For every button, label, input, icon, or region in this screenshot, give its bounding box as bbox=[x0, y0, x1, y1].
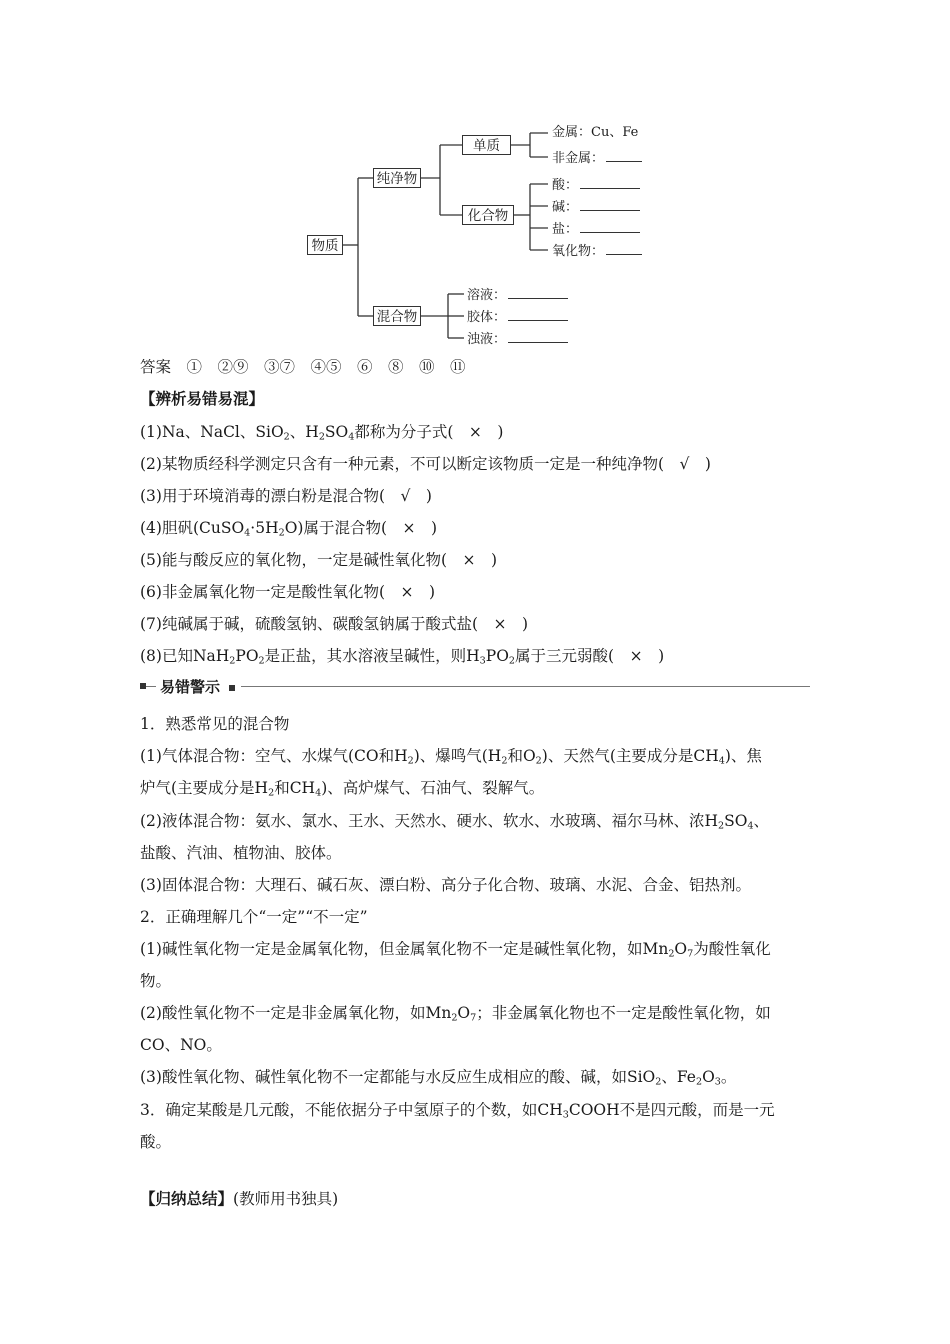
answer-blank[interactable] bbox=[508, 308, 568, 321]
judgment-4: (4)胆矾$(CuSO_4\cdot 5H_2O)$属于混合物( × ) bbox=[140, 519, 438, 539]
node-pure-substance: 纯净物 bbox=[373, 168, 421, 188]
node-compound: 化合物 bbox=[462, 205, 514, 225]
node-mixture: 混合物 bbox=[373, 306, 421, 326]
node-element: 单质 bbox=[462, 135, 511, 155]
judgment-5: (5)能与酸反应的氧化物，一定是碱性氧化物( × ) bbox=[140, 551, 498, 569]
oxide-note-1-line-2: 物。 bbox=[140, 972, 172, 990]
classification-diagram-lines bbox=[0, 0, 950, 360]
leaf-nonmetal: 非金属： bbox=[552, 149, 642, 167]
solid-mixtures: (3)固体混合物：大理石、碱石灰、漂白粉、高分子化合物、玻璃、水泥、合金、铝热剂。 bbox=[140, 876, 751, 894]
warning-divider bbox=[140, 679, 810, 695]
judgment-8: (8)已知$NaH_2PO_2$是正盐，其水溶液呈碱性，则$H_3PO_2$属于三元弱酸( × ) bbox=[140, 647, 665, 667]
judgment-2: (2)某物质经科学测定只含有一种元素，不可以断定该物质一定是一种纯净物( √ ) bbox=[140, 455, 711, 473]
oxide-note-2-line-2: CO、NO。 bbox=[140, 1036, 222, 1054]
divider-square-right bbox=[229, 685, 235, 691]
gas-mixtures-line-2: 炉气(主要成分是$H_2$和$CH_4$)、高炉煤气、石油气、裂解气。 bbox=[140, 779, 545, 799]
leaf-solution: 溶液： bbox=[467, 286, 568, 304]
liquid-mixtures-line-1: (2)液体混合物：氨水、氯水、王水、天然水、硬水、软水、水玻璃、福尔马林、浓$H_2SO_4$、 bbox=[140, 812, 770, 832]
oxide-note-2-line-1: (2)酸性氧化物不一定是非金属氧化物，如$Mn_2O_7$；非金属氧化物也不一定是酸性氧化物，如 bbox=[140, 1004, 771, 1024]
answer-blank[interactable] bbox=[580, 198, 640, 211]
oxide-note-3: (3)酸性氧化物、碱性氧化物不一定都能与水反应生成相应的酸、碱，如SiO$_2$、$Fe_2O_3$。 bbox=[140, 1068, 737, 1088]
answer-blank[interactable] bbox=[508, 330, 568, 343]
leaf-turbid: 浊液： bbox=[467, 330, 568, 348]
leaf-oxide: 氧化物： bbox=[552, 242, 642, 260]
answer-blank[interactable] bbox=[580, 220, 640, 233]
answer-blank[interactable] bbox=[580, 176, 640, 189]
leaf-acid: 酸： bbox=[552, 176, 640, 194]
judgment-7: (7)纯碱属于碱，硫酸氢钠、碳酸氢钠属于酸式盐( × ) bbox=[140, 615, 529, 633]
judgment-3: (3)用于环境消毒的漂白粉是混合物( √ ) bbox=[140, 487, 432, 505]
gas-mixtures-line-1: (1)气体混合物：空气、水煤气(CO和$H_2$)、爆鸣气($H_2$和$O_2$)、天然气(主要成分是$CH_4$)、焦 bbox=[140, 747, 762, 767]
judgment-1: (1)Na、NaCl、SiO$_2$、$H_2SO_4$都称为分子式( × ) bbox=[140, 423, 504, 443]
answer-blank[interactable] bbox=[508, 286, 568, 299]
heading-3-line-2: 酸。 bbox=[140, 1133, 172, 1151]
divider-square-left bbox=[140, 683, 146, 689]
leaf-salt: 盐： bbox=[552, 220, 640, 238]
warning-title: 易错警示 bbox=[156, 679, 241, 695]
leaf-metal: 金属：Cu、Fe bbox=[552, 125, 639, 140]
section-heading-judgments: 【辨析易错易混】 bbox=[140, 389, 265, 408]
heading-2: 2．正确理解几个“一定”“不一定” bbox=[140, 908, 368, 926]
heading-1: 1．熟悉常见的混合物 bbox=[140, 715, 290, 733]
judgment-6: (6)非金属氧化物一定是酸性氧化物( × ) bbox=[140, 583, 436, 601]
leaf-base: 碱： bbox=[552, 198, 640, 216]
node-matter: 物质 bbox=[307, 235, 343, 255]
answer-blank[interactable] bbox=[606, 149, 642, 162]
liquid-mixtures-line-2: 盐酸、汽油、植物油、胶体。 bbox=[140, 844, 342, 862]
leaf-colloid: 胶体： bbox=[467, 308, 568, 326]
answer-blank[interactable] bbox=[606, 242, 642, 255]
heading-3-line-1: 3．确定某酸是几元酸，不能依据分子中氢原子的个数，如$CH_3COOH$不是四元酸，而是一元 bbox=[140, 1101, 775, 1121]
summary-heading: 【归纳总结】(教师用书独具) bbox=[140, 1189, 339, 1208]
oxide-note-1-line-1: (1)碱性氧化物一定是金属氧化物，但金属氧化物不一定是碱性氧化物，如$Mn_2O_7$为酸性氧化 bbox=[140, 940, 771, 960]
answer-line: 答案 ① ②⑨ ③⑦ ④⑤ ⑥ ⑧ ⑩ ⑪ bbox=[140, 358, 466, 376]
